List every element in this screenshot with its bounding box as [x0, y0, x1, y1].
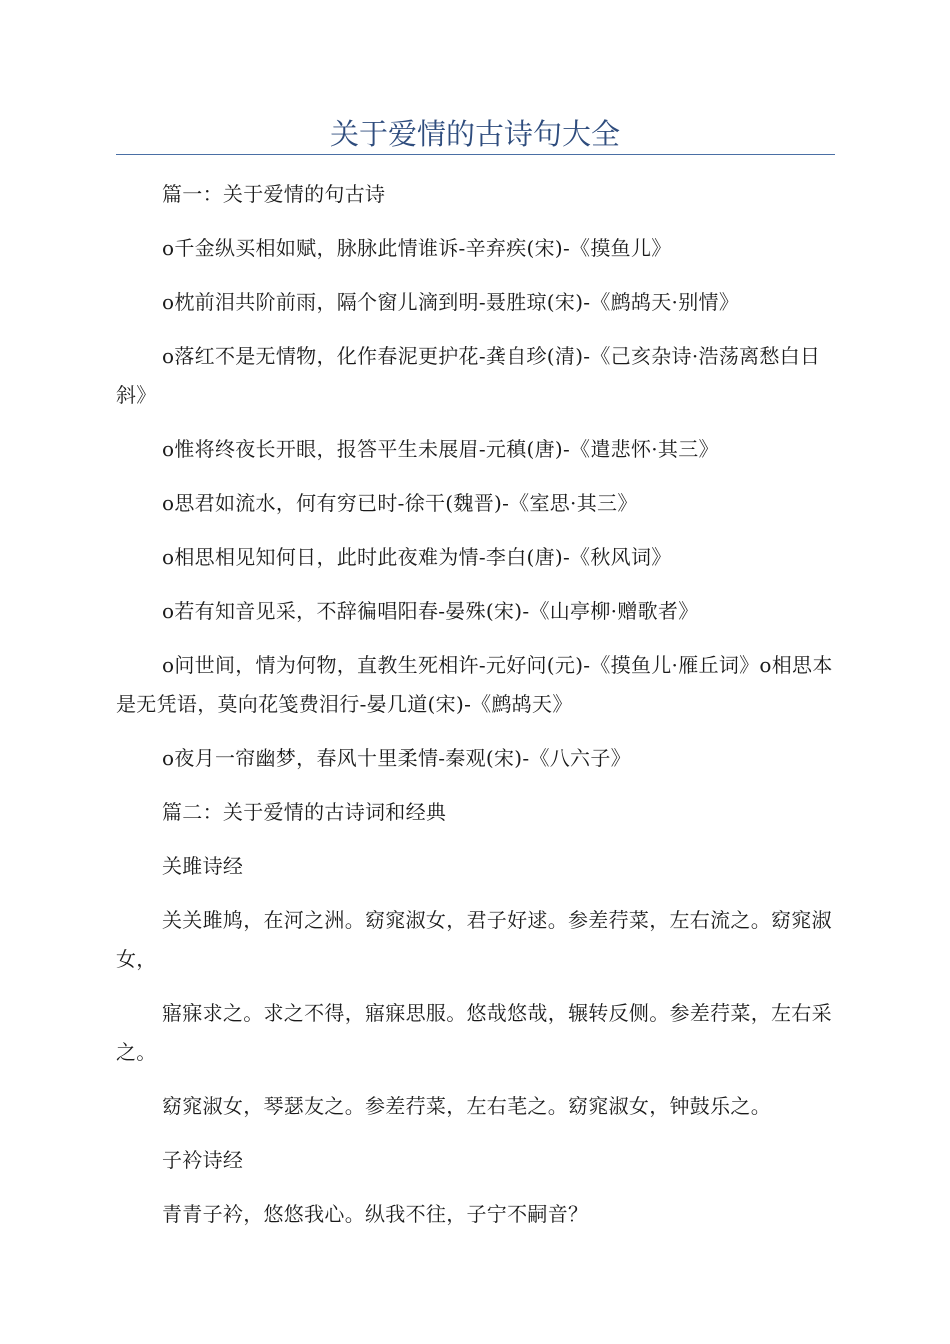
poem-line-4: o惟将终夜长开眼，报答平生未展眉-元稹(唐)-《遣悲怀·其三》: [162, 437, 719, 461]
title-underline: [116, 154, 835, 155]
poem-line-8: o问世间，情为何物，直教生死相许-元好问(元)-《摸鱼儿·雁丘词》o相思本是无凭语，莫向花笺费泪行-晏几道(宋)-《鹧鸪天》: [116, 653, 833, 716]
poem-text: 寤寐求之。求之不得，寤寐思服。悠哉悠哉，辗转反侧。参差荇菜，左右采之。: [116, 1001, 832, 1064]
poem-line-5: o思君如流水，何有穷已时-徐干(魏晋)-《室思·其三》: [162, 491, 638, 515]
poem-text: 窈窕淑女，琴瑟友之。参差荇菜，左右芼之。窈窕淑女，钟鼓乐之。: [162, 1094, 771, 1118]
poem-line-6: o相思相见知何日，此时此夜难为情-李白(唐)-《秋风词》: [162, 545, 672, 569]
document-title: 关于爱情的古诗句大全: [329, 117, 620, 151]
section-heading-2: 篇二：关于爱情的古诗词和经典: [162, 800, 447, 824]
poem-text: 青青子衿，悠悠我心。纵我不往，子宁不嗣音？: [162, 1202, 589, 1226]
document-body: [116, 170, 836, 1234]
poem-line-1: o千金纵买相如赋，脉脉此情谁诉-辛弃疾(宋)-《摸鱼儿》: [162, 236, 672, 260]
poem-line-2: o枕前泪共阶前雨，隔个窗儿滴到明-聂胜琼(宋)-《鹧鸪天·别情》: [162, 290, 740, 314]
poem-title-guanju: 关雎诗经: [162, 854, 244, 878]
poem-line-9: o夜月一帘幽梦，春风十里柔情-秦观(宋)-《八六子》: [162, 746, 631, 770]
poem-title-zijin: 子衿诗经: [162, 1148, 244, 1172]
poem-text: 关关雎鸠，在河之洲。窈窕淑女，君子好逑。参差荇菜，左右流之。窈窕淑女，: [116, 908, 832, 971]
section-heading-1: 篇一：关于爱情的句古诗: [162, 182, 386, 206]
poem-line-7: o若有知音见采，不辞徧唱阳春-晏殊(宋)-《山亭柳·赠歌者》: [162, 599, 699, 623]
poem-line-3: o落红不是无情物，化作春泥更护花-龚自珍(清)-《己亥杂诗·浩荡离愁白日斜》: [116, 344, 821, 407]
